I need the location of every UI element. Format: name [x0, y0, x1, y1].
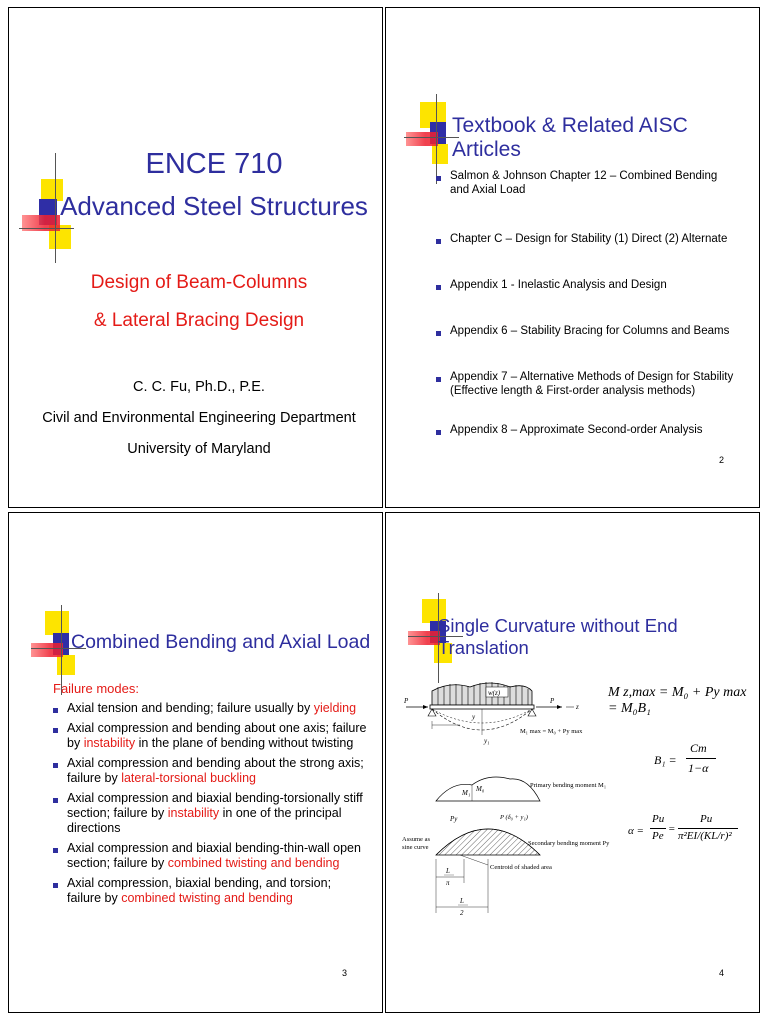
b1-numerator: Cm [690, 741, 707, 755]
item-text: Axial compression, biaxial bending, and torsion; failure by [67, 876, 332, 905]
left-support [428, 709, 436, 716]
slide-title [49, 148, 379, 222]
university: University of Maryland [127, 441, 271, 457]
alpha-den1: Pe [652, 830, 664, 842]
l-over-pi-num: L [446, 867, 450, 875]
list-item: Chapter C – Design for Stability (1) Direct (2) Alternate [436, 232, 736, 246]
slide-2 [385, 7, 760, 508]
list-item [53, 756, 368, 786]
z-axis-label: z [576, 703, 579, 711]
slide-1 [8, 7, 383, 508]
secondary-label: Secondary bending moment Py [528, 840, 610, 847]
m0-label: M₀ [476, 785, 485, 793]
equation-moment: M z,max = M₀ + Py max = M₀B₁ [608, 685, 747, 716]
item-highlight: instability [167, 806, 220, 820]
page-number: 2 [719, 455, 725, 465]
course-name: Advanced Steel Structures [60, 191, 368, 221]
item-text: Axial compression and bending about one axis; failure by [67, 721, 367, 750]
b1-lhs: B₁ = [654, 753, 677, 767]
b1-denominator: 1−α [688, 761, 709, 775]
item-highlight: lateral-torsional buckling [121, 771, 256, 785]
author-name: C. C. Fu, Ph.D., P.E. [133, 379, 265, 395]
alpha-den2: π²EI/(KL/r)² [678, 830, 732, 842]
list-item [53, 841, 368, 871]
distributed-load [432, 682, 532, 705]
failure-modes-label: Failure modes: [53, 681, 139, 696]
load-label: w(z) [488, 689, 501, 697]
item-highlight: yielding [313, 701, 357, 715]
item-highlight: combined twisting and bending [167, 856, 340, 870]
l-over-2-den: 2 [460, 909, 464, 917]
list-item [53, 701, 368, 716]
slide-title: Single Curvature without End Translation [438, 615, 678, 658]
alpha-num1: Pu [652, 813, 665, 825]
list-item: Salmon & Johnson Chapter 12 – Combined Bending and Axial Load [436, 169, 736, 197]
list-item: Appendix 8 – Approximate Second-order Analysis [436, 423, 736, 437]
item-text-after: in the plane of bending without twisting [135, 736, 354, 750]
centroid-label: Centroid of shaded area [490, 864, 552, 871]
article-list [436, 169, 736, 437]
list-item [53, 876, 368, 906]
list-item: Appendix 6 – Stability Bracing for Columns and Beams [436, 324, 736, 338]
slide-4 [385, 512, 760, 1013]
alpha-num2: Pu [700, 813, 713, 825]
item-highlight: combined twisting and bending [121, 891, 293, 905]
item-text: Axial compression and biaxial bending-torsionally stiff section; failure by [67, 791, 363, 820]
slide-title: Combined Bending and Axial Load [71, 631, 371, 653]
slide-3 [8, 512, 383, 1013]
beam [430, 705, 534, 709]
subtitle-line-1: Design of Beam-Columns [90, 272, 308, 293]
list-item: Appendix 1 - Inelastic Analysis and Design [436, 278, 736, 292]
course-code: ENCE 710 [145, 148, 283, 180]
equation-alpha: α = Pu Pe = Pu π²EI/(KL/r)² [628, 813, 738, 853]
m1-label: M₁ [462, 789, 471, 797]
failure-mode-list [53, 701, 368, 906]
page-number: 4 [719, 968, 725, 978]
assume-label-line2: sine curve [402, 844, 429, 851]
item-text: Axial compression and biaxial bending-thin-wall open section; failure by [67, 841, 361, 870]
p-left-label: P [404, 697, 409, 705]
assume-label-line1: Assume as [402, 836, 430, 843]
beam-column-diagram [400, 673, 610, 933]
subtitle-line-2: & Lateral Bracing Design [93, 310, 305, 331]
list-item [53, 721, 368, 751]
author-block [29, 378, 369, 458]
y-label: y [472, 713, 476, 721]
item-highlight: instability [83, 736, 136, 750]
slide-subtitle [49, 270, 349, 334]
item-text-after: in one of the principal directions [67, 806, 342, 835]
py-label: Py [450, 815, 458, 823]
department: Civil and Environmental Engineering Department [42, 410, 356, 426]
p-paren-label: P (δ₀ + y₁) [500, 814, 528, 821]
list-item: Appendix 7 – Alternative Methods of Design for Stability (Effective length & First-order analysis methods) [436, 370, 736, 398]
alpha-lhs: α = [628, 825, 644, 837]
l-over-pi-den: π [446, 879, 450, 887]
item-text: Axial compression and bending about the strong axis; failure by [67, 756, 364, 785]
list-item [53, 791, 368, 836]
l-over-2-num: L [460, 897, 464, 905]
primary-label: Primary bending moment M₁ [530, 782, 607, 789]
page-number: 3 [342, 968, 348, 978]
right-support [528, 709, 536, 716]
mmax-label: M₁ max = M₀ + Py max [520, 728, 583, 735]
y1-label: y₁ [484, 737, 490, 745]
item-text: Axial tension and bending; failure usually by [67, 701, 314, 715]
primary-moment-diagram [436, 777, 540, 801]
p-right-label: P [550, 697, 555, 705]
slide-title: Textbook & Related AISC Articles [452, 114, 688, 161]
